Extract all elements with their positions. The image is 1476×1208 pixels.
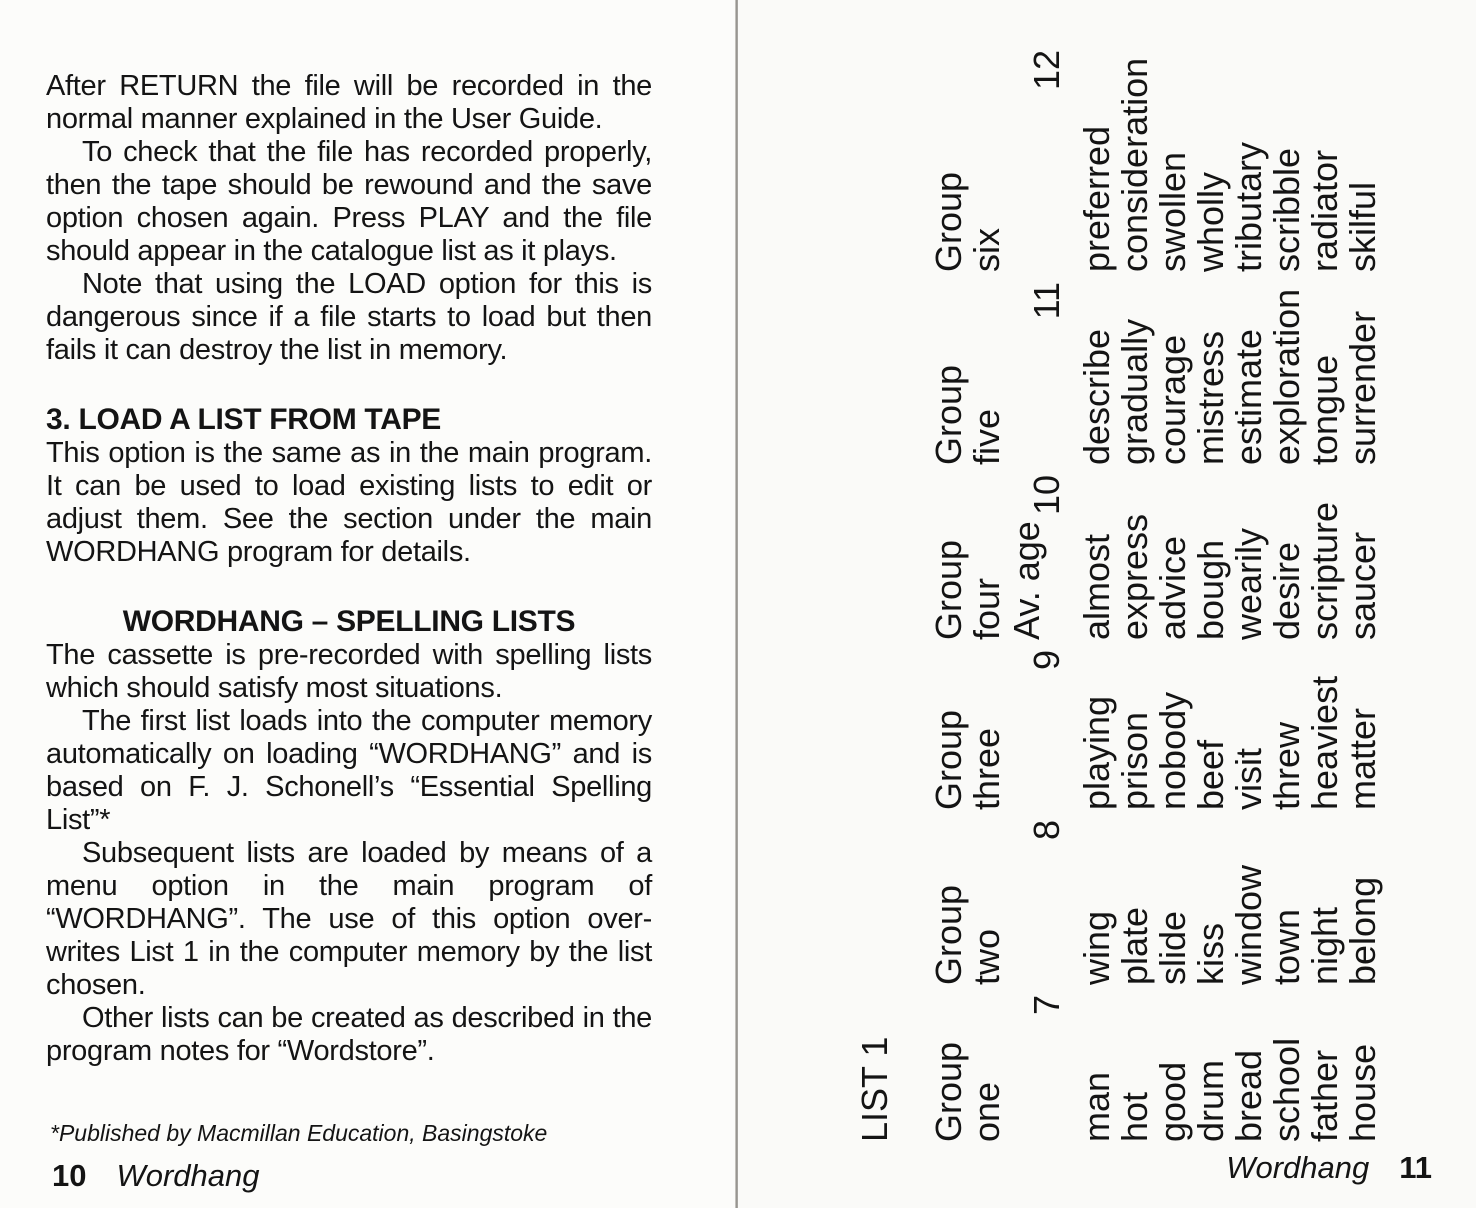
group-name: one [966, 1081, 1007, 1142]
group-name: five [966, 408, 1007, 465]
word: describe [1076, 328, 1117, 465]
paragraph: The first list loads into the computer memory automatically on loading “WORDHANG” and is based on F. J. Schonell’s “Essential Spelling List”* [46, 705, 652, 836]
word: surrender [1342, 310, 1383, 465]
av-age-label: Av. age [1006, 521, 1047, 640]
age-number: 10 [1026, 475, 1067, 516]
word: father [1304, 1049, 1345, 1142]
word: slide [1152, 910, 1193, 985]
group-label: Group [928, 884, 969, 985]
word: consideration [1114, 57, 1155, 272]
age-number: 11 [1026, 282, 1067, 320]
group-label: Group [928, 539, 969, 640]
word: advice [1152, 535, 1193, 640]
word: night [1304, 906, 1345, 985]
age-number: 8 [1026, 820, 1067, 841]
word: saucer [1342, 531, 1383, 640]
word: belong [1342, 876, 1383, 985]
word: threw [1266, 721, 1307, 810]
section-heading: 3. LOAD A LIST FROM TAPE [46, 403, 442, 436]
page-number: 10 [52, 1158, 87, 1193]
footnote: *Published by Macmillan Education, Basingstoke [50, 1120, 548, 1146]
word: house [1342, 1043, 1383, 1142]
word: wing [1076, 910, 1117, 985]
word: gradually [1114, 318, 1155, 465]
word: heaviest [1304, 675, 1345, 810]
left-folio [52, 1158, 260, 1194]
group-name: two [966, 928, 1007, 985]
word: visit [1228, 748, 1269, 810]
word: exploration [1266, 288, 1307, 465]
group-name: four [966, 577, 1007, 640]
left-page-body [46, 70, 652, 1068]
list-title: LIST 1 [854, 1036, 895, 1142]
word: skilful [1342, 181, 1383, 272]
word: scribble [1266, 147, 1307, 272]
word: bough [1190, 539, 1231, 640]
paragraph: The cassette is pre-recorded with spelling lists which should satisfy most situations. [46, 639, 652, 704]
group-label: Group [928, 709, 969, 810]
word: prison [1114, 711, 1155, 810]
word: hot [1114, 1091, 1155, 1142]
paragraph: This option is the same as in the main program. It can be used to load existing lists to edit or adjust them. See the section under the main WORDHANG program for details. [46, 437, 652, 568]
word: bread [1228, 1049, 1269, 1142]
word: estimate [1228, 328, 1269, 465]
page-number: 11 [1399, 1150, 1432, 1185]
group-name: six [966, 228, 1007, 272]
word: town [1266, 908, 1307, 985]
spelling-lists-heading: WORDHANG – SPELLING LISTS [122, 605, 576, 638]
age-number: 7 [1026, 995, 1067, 1016]
group-label: Group [928, 364, 969, 465]
word: plate [1114, 906, 1155, 985]
right-folio [1226, 1150, 1432, 1186]
word: preferred [1076, 125, 1117, 272]
word: school [1266, 1037, 1307, 1142]
word: matter [1342, 707, 1383, 810]
word: man [1076, 1071, 1117, 1142]
word: tongue [1304, 354, 1345, 465]
word: kiss [1190, 923, 1231, 985]
word: almost [1076, 533, 1117, 640]
word: desire [1266, 541, 1307, 640]
group-label: Group [928, 171, 969, 272]
group-label: Group [928, 1041, 969, 1142]
word: good [1152, 1061, 1193, 1142]
word: wearily [1228, 527, 1269, 640]
running-title: Wordhang [116, 1158, 260, 1193]
paragraph: Subsequent lists are loaded by means of a menu option in the main program of “WORDHANG”. The use of this option over-writes List 1 in the computer memory by the list chosen. [46, 837, 652, 1001]
word: drum [1190, 1059, 1231, 1142]
word: courage [1152, 334, 1193, 465]
paragraph: After RETURN the file will be recorded in the normal manner explained in the User Guide. [46, 70, 652, 135]
word: tributary [1228, 141, 1269, 272]
word: playing [1076, 695, 1117, 810]
word: beef [1190, 739, 1231, 810]
word: radiator [1304, 149, 1345, 272]
paragraph: Note that using the LOAD option for this is dangerous since if a file starts to load but then fails it can destroy the list in memory. [46, 268, 652, 366]
word: wholly [1190, 171, 1231, 272]
paragraph: Other lists can be created as described in the program notes for “Wordstore”. [46, 1002, 652, 1067]
word: swollen [1152, 151, 1193, 272]
age-number: 12 [1026, 50, 1067, 91]
word: window [1228, 864, 1269, 985]
word: nobody [1152, 691, 1193, 810]
paragraph: To check that the file has recorded properly, then the tape should be rewound and the save option chosen again. Press PLAY and the file should appear in the catalogue list as it plays. [46, 136, 652, 267]
running-title: Wordhang [1226, 1150, 1370, 1185]
word: scripture [1304, 501, 1345, 640]
right-page [738, 0, 1476, 1208]
group-name: three [966, 727, 1007, 810]
age-number: 9 [1026, 650, 1067, 671]
word: express [1114, 513, 1155, 640]
word: mistress [1190, 331, 1231, 465]
